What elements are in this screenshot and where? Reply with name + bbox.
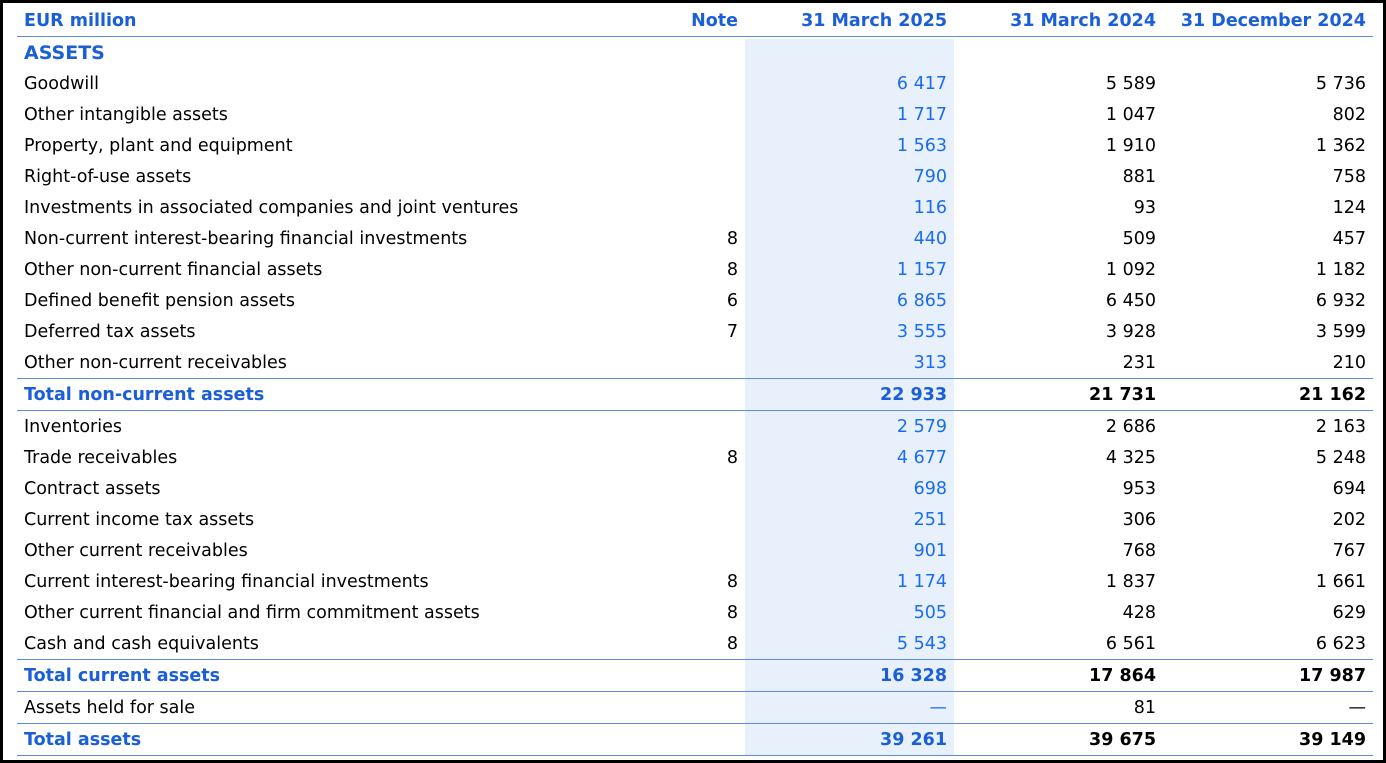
value-31-march-2025: 3 555	[896, 321, 947, 342]
row-label: Non-current interest-bearing financial investments	[24, 228, 468, 249]
value-31-march-2025: 16 328	[880, 665, 947, 686]
table-row	[17, 535, 1373, 566]
value-31-march-2025: 4 677	[896, 447, 947, 468]
value-31-december-2024: 758	[1332, 166, 1366, 187]
row-note	[637, 347, 745, 379]
table-row	[17, 597, 1373, 628]
balance-sheet-wrap	[17, 6, 1373, 756]
row-note	[637, 660, 745, 692]
row-label: Assets held for sale	[24, 697, 196, 718]
balance-sheet-table	[17, 6, 1373, 756]
value-31-march-2024: 2 686	[1105, 416, 1156, 437]
value-31-march-2024: 428	[1122, 602, 1156, 623]
table-row	[17, 473, 1373, 504]
value-31-march-2024: 509	[1122, 228, 1156, 249]
value-31-december-2024: 210	[1332, 352, 1366, 373]
table-row	[17, 347, 1373, 379]
row-label: Total non-current assets	[24, 384, 265, 405]
unit-label: EUR million	[24, 11, 137, 31]
value-31-march-2025: 2 579	[896, 416, 947, 437]
row-label: Deferred tax assets	[24, 321, 196, 342]
row-note	[637, 504, 745, 535]
value-31-march-2024: 39 675	[1089, 729, 1156, 750]
section-row	[17, 37, 1373, 69]
value-31-march-2024: 231	[1122, 352, 1156, 373]
value-31-march-2025: 901	[913, 540, 947, 561]
value-31-december-2024: 202	[1332, 509, 1366, 530]
header-row	[17, 6, 1373, 37]
value-31-march-2024: 5 589	[1105, 73, 1156, 94]
value-31-march-2024: 1 837	[1105, 571, 1156, 592]
value-31-december-2024: 6 932	[1315, 290, 1366, 311]
value-31-march-2025: 313	[913, 352, 947, 373]
table-row	[17, 254, 1373, 285]
value-31-march-2025: 505	[913, 602, 947, 623]
table-row	[17, 99, 1373, 130]
value-31-march-2025: 5 543	[896, 633, 947, 654]
value-31-march-2024: 768	[1122, 540, 1156, 561]
value-31-december-2024: 3 599	[1315, 321, 1366, 342]
value-31-march-2024: 1 092	[1105, 259, 1156, 280]
value-31-december-2024: 629	[1332, 602, 1366, 623]
row-label: Total current assets	[24, 665, 221, 686]
row-label: Goodwill	[24, 73, 99, 94]
value-31-march-2024: 93	[1133, 197, 1156, 218]
row-label: Inventories	[24, 416, 122, 437]
row-label: Current income tax assets	[24, 509, 255, 530]
row-note: 7	[726, 321, 738, 342]
value-31-march-2024: 953	[1122, 478, 1156, 499]
value-31-december-2024: 39 149	[1299, 729, 1366, 750]
column-header-3: 31 December 2024	[1180, 11, 1366, 31]
table-row	[17, 411, 1373, 443]
value-31-march-2024: 306	[1122, 509, 1156, 530]
value-31-december-2024: 124	[1332, 197, 1366, 218]
value-31-march-2025: 1 717	[896, 104, 947, 125]
value-31-march-2024: 21 731	[1089, 384, 1156, 405]
row-label: Other current financial and firm commitment assets	[24, 602, 480, 623]
row-note	[637, 692, 745, 724]
value-31-december-2024: 1 362	[1315, 135, 1366, 156]
value-31-march-2025: 116	[913, 197, 947, 218]
value-31-march-2024: 3 928	[1105, 321, 1156, 342]
row-label: Current interest-bearing financial investments	[24, 571, 429, 592]
value-31-march-2025: 698	[913, 478, 947, 499]
row-note	[637, 724, 745, 756]
row-note: 8	[726, 602, 738, 623]
row-note	[637, 411, 745, 443]
value-31-march-2024: 1 047	[1105, 104, 1156, 125]
row-label: Property, plant and equipment	[24, 135, 293, 156]
value-31-december-2024: 767	[1332, 540, 1366, 561]
value-31-december-2024: 457	[1332, 228, 1366, 249]
row-label: Defined benefit pension assets	[24, 290, 295, 311]
column-header-2: 31 March 2024	[1010, 11, 1156, 31]
table-row	[17, 628, 1373, 660]
value-31-march-2024: 6 561	[1105, 633, 1156, 654]
value-31-december-2024: 5 736	[1315, 73, 1366, 94]
value-31-march-2025: —	[929, 697, 947, 718]
row-label: Other current receivables	[24, 540, 248, 561]
value-31-march-2025: 1 563	[896, 135, 947, 156]
row-note	[637, 130, 745, 161]
table-row	[17, 130, 1373, 161]
column-header-1: 31 March 2025	[801, 11, 947, 31]
value-31-march-2025: 1 174	[896, 571, 947, 592]
row-note	[637, 68, 745, 99]
row-note: 6	[726, 290, 738, 311]
value-31-december-2024: 2 163	[1315, 416, 1366, 437]
value-31-march-2025: 790	[913, 166, 947, 187]
row-note	[637, 473, 745, 504]
value-31-march-2025: 22 933	[880, 384, 947, 405]
row-note	[637, 161, 745, 192]
table-row	[17, 316, 1373, 347]
row-label: Contract assets	[24, 478, 161, 499]
value-31-march-2024: 881	[1122, 166, 1156, 187]
row-label: Right-of-use assets	[24, 166, 192, 187]
row-note: 8	[726, 228, 738, 249]
value-31-march-2025: 440	[913, 228, 947, 249]
table-row	[17, 692, 1373, 724]
value-31-march-2024: 81	[1133, 697, 1156, 718]
table-row	[17, 285, 1373, 316]
value-31-december-2024: 1 182	[1315, 259, 1366, 280]
note-header: Note	[691, 11, 738, 31]
row-label: Investments in associated companies and joint ventures	[24, 197, 519, 218]
row-note	[637, 379, 745, 411]
row-label: Other non-current financial assets	[24, 259, 323, 280]
table-row	[17, 161, 1373, 192]
value-31-december-2024: 802	[1332, 104, 1366, 125]
table-body	[17, 37, 1373, 756]
row-note: 8	[726, 259, 738, 280]
row-note: 8	[726, 447, 738, 468]
row-label: Cash and cash equivalents	[24, 633, 259, 654]
row-note	[637, 99, 745, 130]
value-31-march-2025: 6 865	[896, 290, 947, 311]
value-31-december-2024: —	[1348, 697, 1366, 718]
value-31-march-2025: 251	[913, 509, 947, 530]
row-label: Other non-current receivables	[24, 352, 287, 373]
value-31-december-2024: 5 248	[1315, 447, 1366, 468]
table-row	[17, 566, 1373, 597]
row-note	[637, 535, 745, 566]
value-31-december-2024: 1 661	[1315, 571, 1366, 592]
value-31-march-2025: 6 417	[896, 73, 947, 94]
section-title: ASSETS	[24, 41, 105, 64]
value-31-march-2025: 1 157	[896, 259, 947, 280]
total-row	[17, 660, 1373, 692]
value-31-december-2024: 694	[1332, 478, 1366, 499]
value-31-march-2024: 1 910	[1105, 135, 1156, 156]
total-row	[17, 379, 1373, 411]
value-31-march-2024: 17 864	[1089, 665, 1156, 686]
value-31-december-2024: 21 162	[1299, 384, 1366, 405]
table-row	[17, 504, 1373, 535]
value-31-december-2024: 17 987	[1299, 665, 1366, 686]
row-note: 8	[726, 633, 738, 654]
total-row	[17, 724, 1373, 756]
value-31-march-2025: 39 261	[880, 729, 947, 750]
row-label: Other intangible assets	[24, 104, 228, 125]
table-row	[17, 223, 1373, 254]
row-label: Trade receivables	[24, 447, 178, 468]
row-note: 8	[726, 571, 738, 592]
row-note	[637, 192, 745, 223]
row-label: Total assets	[24, 729, 142, 750]
table-row	[17, 68, 1373, 99]
value-31-march-2024: 6 450	[1105, 290, 1156, 311]
value-31-december-2024: 6 623	[1315, 633, 1366, 654]
table-row	[17, 442, 1373, 473]
value-31-march-2024: 4 325	[1105, 447, 1156, 468]
table-row	[17, 192, 1373, 223]
